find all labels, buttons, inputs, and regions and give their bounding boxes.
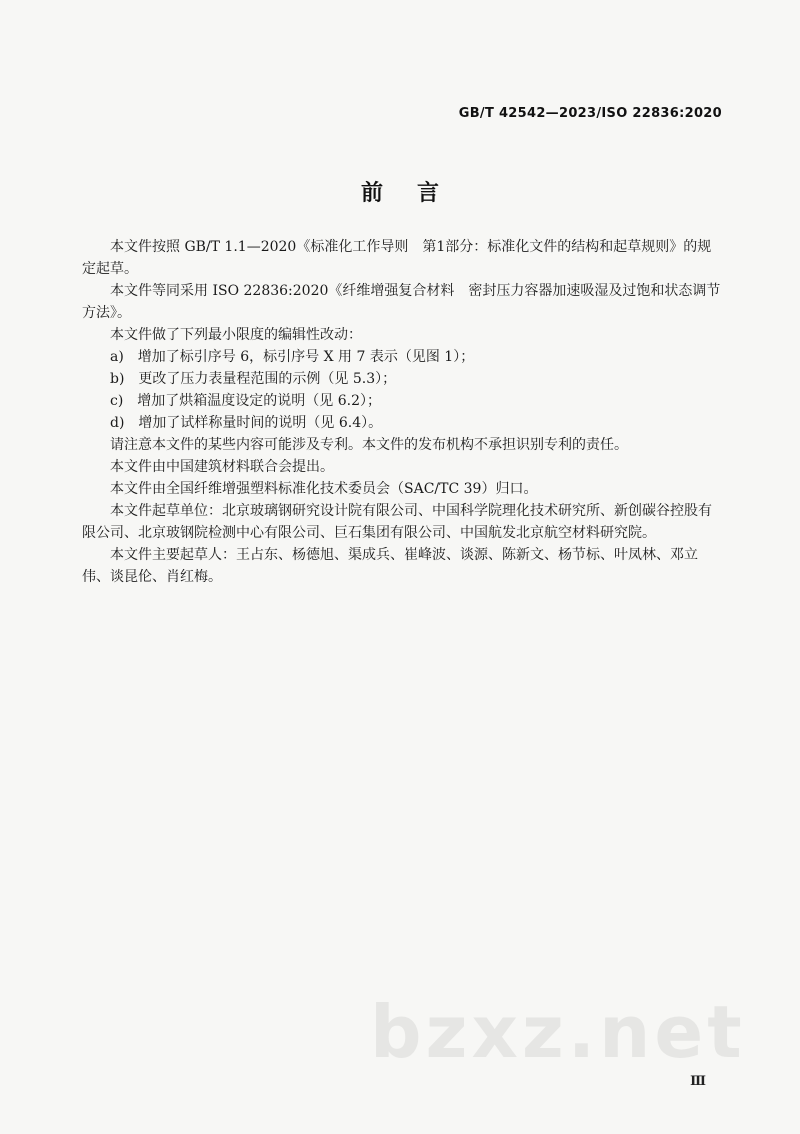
list-item: a) 增加了标引序号 6，标引序号 X 用 7 表示（见图 1）；	[110, 349, 475, 365]
paragraph-proposer: 本文件由中国建筑材料联合会提出。	[110, 459, 334, 475]
list-item: b) 更改了压力表量程范围的示例（见 5.3）；	[110, 371, 397, 387]
watermark: bzxz.net	[370, 990, 746, 1074]
paragraph-editorial-changes: 本文件做了下列最小限度的编辑性改动：	[110, 327, 362, 343]
list-item: d) 增加了试样称量时间的说明（见 6.4）。	[110, 415, 383, 431]
page-number: Ⅲ	[690, 1074, 706, 1089]
paragraph-drafting-units: 本文件起草单位：北京玻璃钢研究设计院有限公司、中国科学院理化技术研究所、新创碳谷控股有限公司、北京玻钢院检测中心有限公司、巨石集团有限公司、中国航发北京航空材料研究院。	[82, 503, 712, 541]
standard-code: GB/T 42542—2023/ISO 22836:2020	[458, 106, 722, 121]
page-title: 前言	[360, 181, 473, 206]
paragraph-patent-notice: 请注意本文件的某些内容可能涉及专利。本文件的发布机构不承担识别专利的责任。	[110, 437, 628, 453]
document-body	[82, 236, 722, 588]
paragraph-drafters: 本文件主要起草人：王占东、杨德旭、渠成兵、崔峰波、谈源、陈新文、杨节标、叶凤林、邓立伟、谈昆伦、肖红梅。	[82, 547, 698, 585]
paragraph-committee: 本文件由全国纤维增强塑料标准化技术委员会（SAC/TC 39）归口。	[110, 481, 538, 497]
paragraph-adoption: 本文件等同采用 ISO 22836:2020《纤维增强复合材料 密封压力容器加速吸湿及过饱和状态调节方法》。	[82, 283, 721, 321]
list-item: c) 增加了烘箱温度设定的说明（见 6.2）；	[110, 393, 382, 409]
paragraph-drafting-rules: 本文件按照 GB/T 1.1—2020《标准化工作导则 第1部分：标准化文件的结构和起草规则》的规定起草。	[82, 239, 712, 277]
